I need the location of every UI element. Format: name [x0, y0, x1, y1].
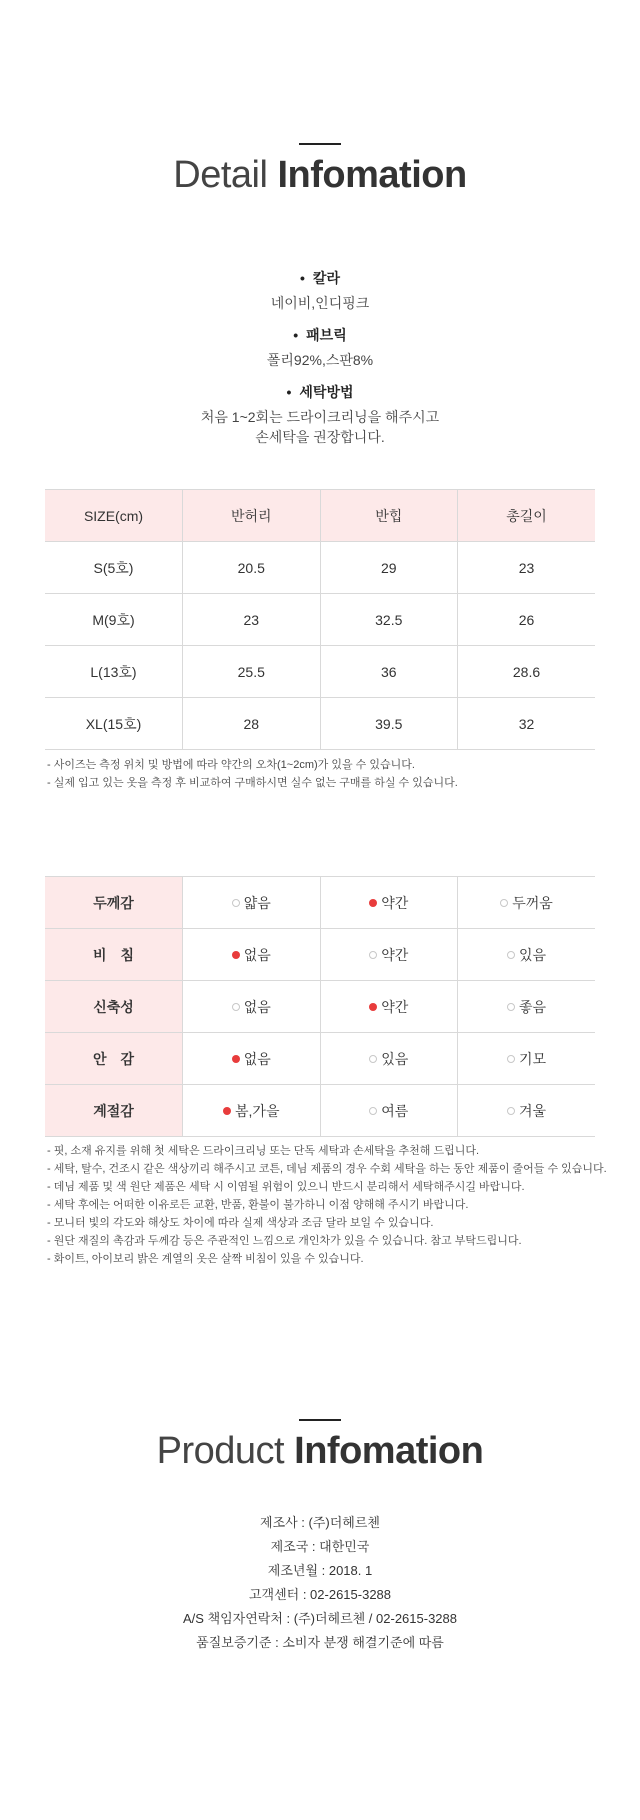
detail-heading-bold: Infomation	[277, 154, 467, 196]
product-info-line: 제조년월 : 2018. 1	[267, 1563, 373, 1578]
feel-row-label: 비 침	[45, 929, 183, 981]
radio-dot-icon	[369, 1055, 377, 1063]
spec-color-value: 네이비,인디핑크	[270, 295, 370, 311]
detail-heading-rule	[299, 143, 341, 145]
spec-fabric-title: 패브릭	[306, 327, 347, 343]
spec-washing-title: 세탁방법	[299, 384, 354, 400]
size-cell: 28.6	[458, 646, 596, 698]
product-heading-light: Product	[156, 1430, 285, 1472]
care-note: - 화이트, 아이보리 밝은 계열의 옷은 살짝 비침이 있을 수 있습니다.	[47, 1253, 364, 1265]
selected-dot-icon	[369, 899, 377, 907]
selected-dot-icon	[369, 1003, 377, 1011]
feel-row-label: 안 감	[45, 1033, 183, 1085]
spec-washing	[0, 382, 640, 447]
product-heading	[0, 1430, 640, 1473]
size-cell: 23	[183, 594, 321, 646]
radio-dot-icon	[369, 951, 377, 959]
product-info	[0, 1511, 640, 1655]
bullet-icon: •	[300, 270, 305, 286]
care-note: - 원단 재질의 촉감과 두께감 등은 주관적인 느낌으로 개인차가 있을 수 있습니다. 참고 부탁드립니다.	[47, 1235, 522, 1247]
table-row	[45, 929, 595, 981]
feel-option: 없음	[243, 998, 271, 1015]
detail-heading-light: Detail	[173, 154, 268, 196]
size-cell: 29	[320, 542, 458, 594]
feel-option: 겨울	[518, 1102, 547, 1119]
selected-dot-icon	[223, 1107, 231, 1115]
size-cell: 20.5	[183, 542, 321, 594]
product-info-line: A/S 책임자연락처 : (주)더헤르첸 / 02-2615-3288	[183, 1611, 457, 1626]
bullet-icon: •	[286, 384, 292, 400]
care-notes	[47, 1142, 607, 1268]
table-row	[45, 877, 595, 929]
feel-option: 없음	[243, 946, 271, 963]
table-row	[45, 1085, 595, 1137]
size-cell: 36	[320, 646, 458, 698]
product-heading-rule	[299, 1419, 341, 1421]
product-info-line: 제조국 : 대한민국	[270, 1539, 370, 1554]
spec-washing-line-1: 처음 1~2회는 드라이크리닝을 해주시고	[200, 409, 440, 425]
size-cell: 26	[458, 594, 596, 646]
care-note: - 세탁 후에는 어떠한 이유로든 교환, 반품, 환불이 불가하니 이점 양해해 주시기 바랍니다.	[47, 1199, 469, 1211]
spec-washing-line-2: 손세탁을 권장합니다.	[255, 429, 385, 445]
feel-row-label: 계절감	[45, 1085, 183, 1137]
product-info-line: 제조사 : (주)더헤르첸	[260, 1515, 380, 1530]
feel-option: 약간	[381, 998, 409, 1015]
selected-dot-icon	[232, 951, 240, 959]
table-row	[45, 981, 595, 1033]
size-cell: 32	[458, 698, 596, 750]
table-row	[45, 698, 595, 750]
size-cell: 23	[458, 542, 596, 594]
feel-option: 있음	[518, 946, 547, 963]
feel-option: 기모	[518, 1050, 547, 1067]
spec-fabric	[0, 325, 640, 370]
care-note: - 데님 제품 및 색 원단 제품은 세탁 시 이염될 위험이 있으니 반드시 분리해서 세탁해주시길 바랍니다.	[47, 1181, 525, 1193]
size-cell: 32.5	[320, 594, 458, 646]
table-row	[45, 542, 595, 594]
size-cell: 28	[183, 698, 321, 750]
size-cell: XL(15호)	[45, 698, 183, 750]
feel-option: 여름	[381, 1102, 409, 1119]
radio-dot-icon	[507, 1055, 515, 1063]
product-heading-bold: Infomation	[294, 1430, 484, 1472]
size-header-cell: 반힙	[320, 490, 458, 542]
feel-option: 약간	[381, 894, 409, 911]
feel-option: 두꺼움	[512, 894, 553, 911]
radio-dot-icon	[507, 1003, 515, 1011]
radio-dot-icon	[369, 1107, 377, 1115]
feel-option: 약간	[381, 946, 409, 963]
feel-option: 좋음	[518, 998, 547, 1015]
radio-dot-icon	[507, 1107, 515, 1115]
feel-row-label: 두께감	[45, 877, 183, 929]
size-note: - 실제 입고 있는 옷을 측정 후 비교하여 구매하시면 실수 없는 구매를 하실 수 있습니다.	[47, 777, 458, 789]
size-cell: S(5호)	[45, 542, 183, 594]
feel-option: 없음	[243, 1050, 271, 1067]
fabric-feel-table	[45, 876, 595, 1137]
size-cell: 25.5	[183, 646, 321, 698]
radio-dot-icon	[507, 951, 515, 959]
feel-option: 있음	[381, 1050, 409, 1067]
care-note: - 모니터 빛의 각도와 해상도 차이에 따라 실제 색상과 조금 달라 보일 수 있습니다.	[47, 1217, 434, 1229]
bullet-icon: •	[293, 327, 299, 343]
radio-dot-icon	[232, 1003, 240, 1011]
product-info-line: 고객센터 : 02-2615-3288	[248, 1587, 392, 1602]
spec-fabric-value: 폴리92%,스판8%	[266, 352, 374, 368]
feel-row-label: 신축성	[45, 981, 183, 1033]
size-cell: 39.5	[320, 698, 458, 750]
care-note: - 핏, 소재 유지를 위해 첫 세탁은 드라이크리닝 또는 단독 세탁과 손세탁을 추천해 드립니다.	[47, 1145, 480, 1157]
size-cell: M(9호)	[45, 594, 183, 646]
table-row	[45, 646, 595, 698]
size-notes	[47, 756, 607, 792]
size-table	[45, 489, 595, 750]
table-row	[45, 594, 595, 646]
size-header-cell: 총길이	[458, 490, 596, 542]
feel-option: 봄,가을	[235, 1102, 280, 1119]
feel-option: 얇음	[243, 894, 271, 911]
size-cell: L(13호)	[45, 646, 183, 698]
spec-color	[0, 268, 640, 313]
selected-dot-icon	[232, 1055, 240, 1063]
size-header-cell: 반허리	[183, 490, 321, 542]
spec-color-title: 칼라	[312, 270, 340, 286]
radio-dot-icon	[232, 899, 240, 907]
size-table-header	[45, 490, 595, 542]
size-header-cell: SIZE(cm)	[45, 490, 183, 542]
detail-heading	[0, 154, 640, 197]
table-row	[45, 1033, 595, 1085]
size-note: - 사이즈는 측정 위치 및 방법에 따라 약간의 오차(1~2cm)가 있을 수 있습니다.	[47, 759, 415, 771]
care-note: - 세탁, 탈수, 건조시 같은 색상끼리 해주시고 코튼, 데님 제품의 경우 수회 세탁을 하는 동안 제품이 줄어들 수 있습니다.	[47, 1163, 607, 1175]
radio-dot-icon	[500, 899, 508, 907]
product-info-line: 품질보증기준 : 소비자 분쟁 해결기준에 따름	[196, 1635, 444, 1650]
